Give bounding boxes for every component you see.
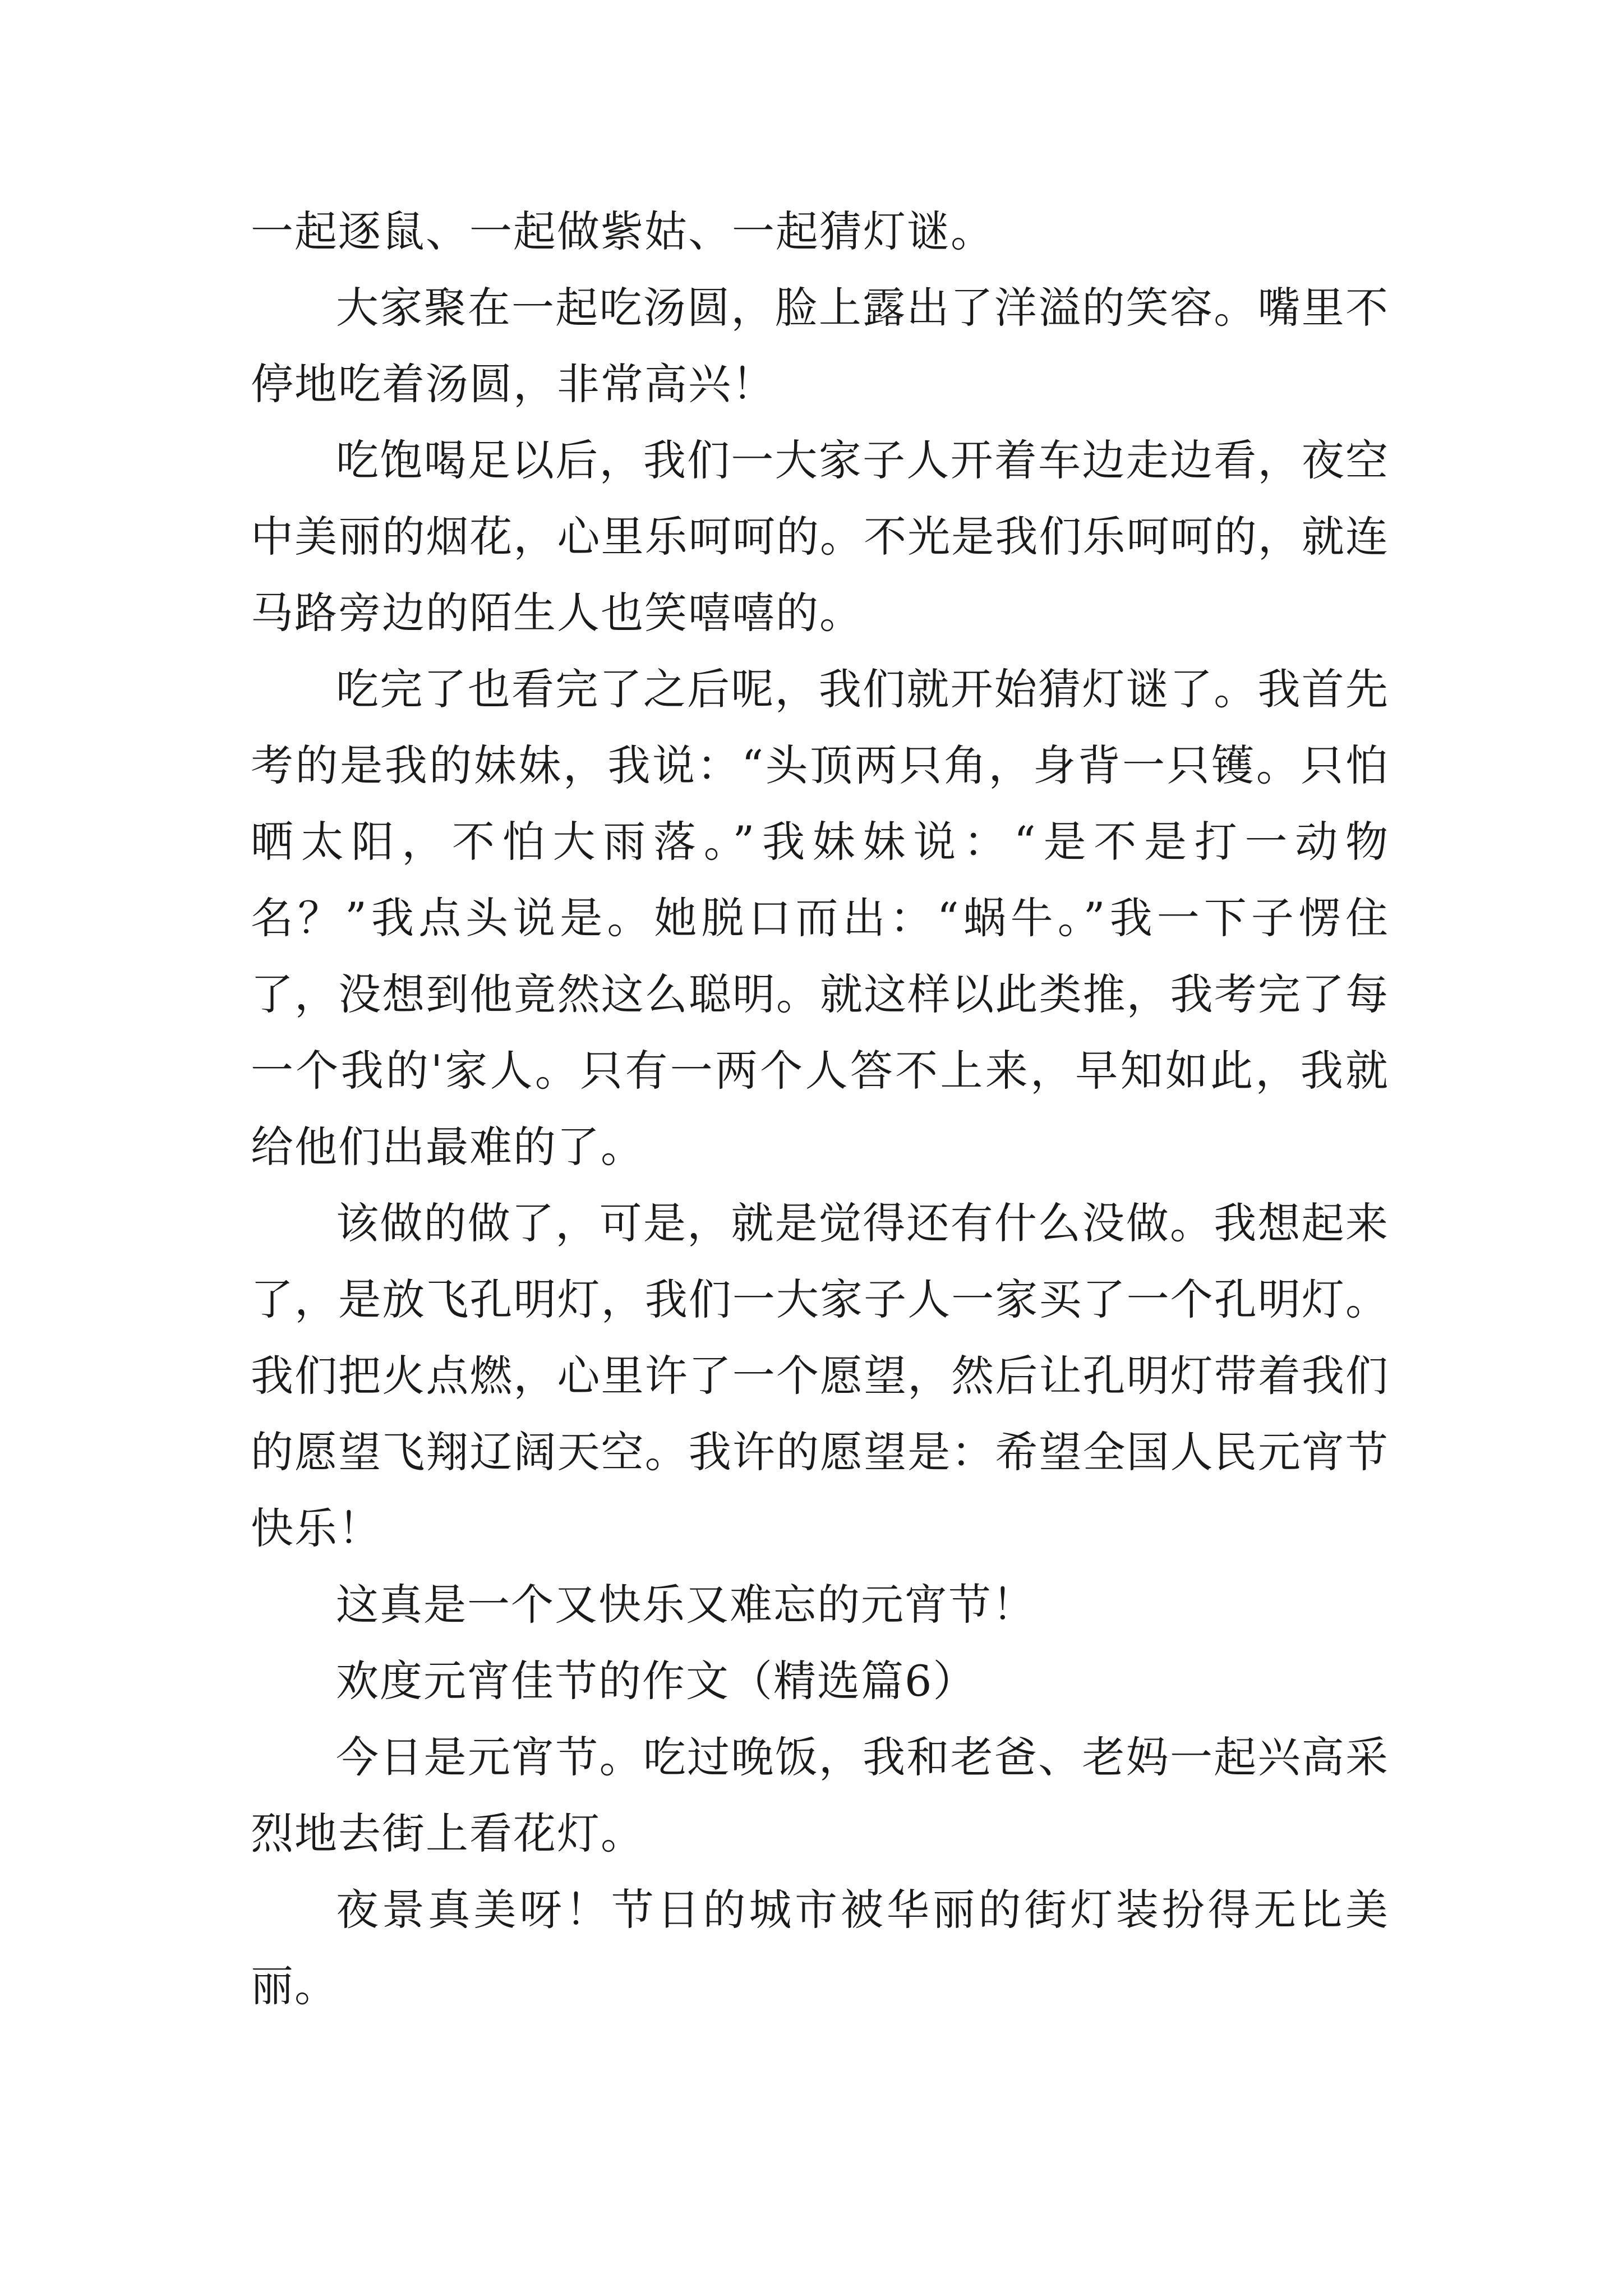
- document-body: [251, 194, 1389, 2024]
- paragraph-4: 吃完了也看完了之后呢，我们就开始猜灯谜了。我首先考的是我的妹妹，我说：“头顶两只角，身背一只镬。只怕晒太阳，不怕大雨落。”我妹妹说：“是不是打一动物名？”我点头说是。她脱口而出：“蜗牛。”我一下子愣住了，没想到他竟然这么聪明。就这样以此类推，我考完了每一个我的'家人。只有一两个人答不上来，早知如此，我就给他们出最难的了。: [251, 664, 1389, 1172]
- paragraph-1: 一起逐鼠、一起做紫姑、一起猜灯谜。: [251, 206, 994, 256]
- paragraph-2: 大家聚在一起吃汤圆，脸上露出了洋溢的笑容。嘴里不停地吃着汤圆，非常高兴！: [251, 283, 1389, 409]
- paragraph-8: 今日是元宵节。吃过晚饭，我和老爸、老妈一起兴高采烈地去街上看花灯。: [251, 1732, 1389, 1858]
- paragraph-3: 吃饱喝足以后，我们一大家子人开着车边走边看，夜空中美丽的烟花，心里乐呵呵的。不光是我们乐呵呵的，就连马路旁边的陌生人也笑嘻嘻的。: [251, 435, 1389, 638]
- paragraph-6: 这真是一个又快乐又难忘的元宵节！: [336, 1580, 1036, 1630]
- paragraph-5: 该做的做了，可是，就是觉得还有什么没做。我想起来了，是放飞孔明灯，我们一大家子人一家买了一个孔明灯。我们把火点燃，心里许了一个愿望，然后让孔明灯带着我们的愿望飞翔辽阔天空。我许的愿望是：希望全国人民元宵节快乐！: [251, 1198, 1389, 1553]
- section-heading: 欢度元宵佳节的作文（精选篇6）: [336, 1656, 977, 1706]
- paragraph-9: 夜景真美呀！节日的城市被华丽的街灯装扮得无比美丽。: [251, 1885, 1389, 2011]
